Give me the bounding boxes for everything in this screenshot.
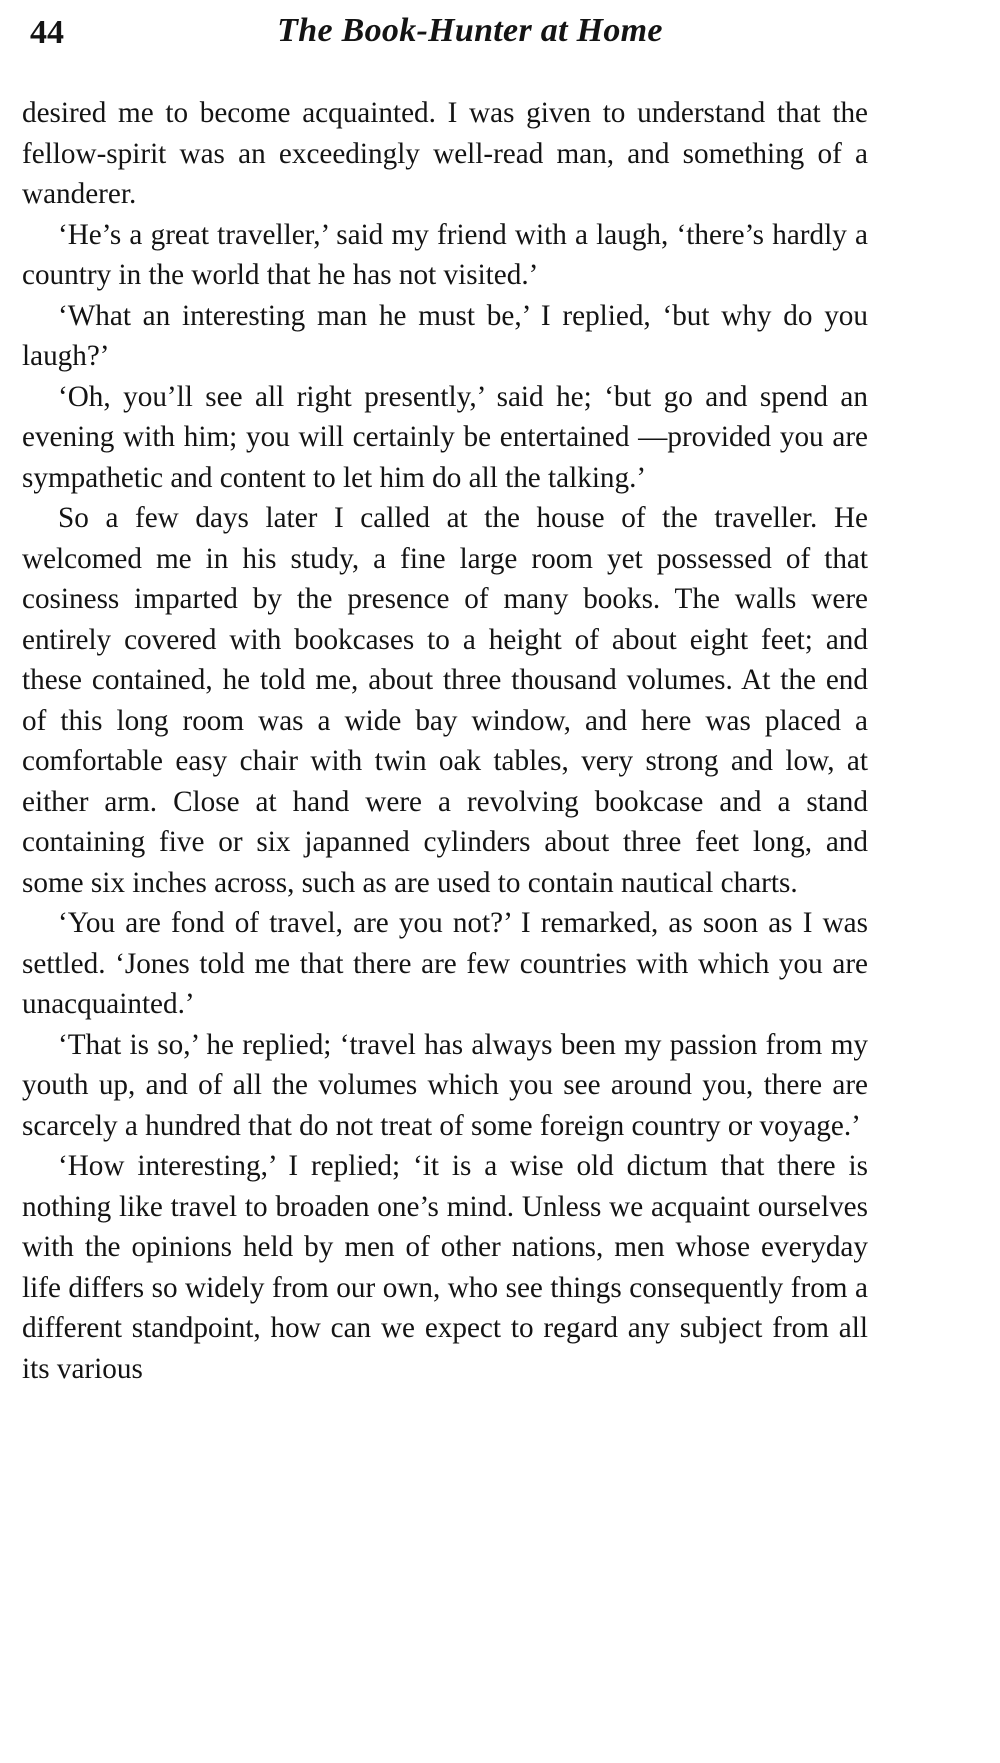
paragraph: ‘Oh, you’ll see all right presently,’ said he; ‘but go and spend an evening with him; you will certainly be entertained —provided you are sympathetic and content to let him do all the talking.’ [22,380,868,494]
paragraph: ‘You are fond of travel, are you not?’ I remarked, as soon as I was settled. ‘Jones told me that there are few countries with which you are unacquainted.’ [22,907,868,1020]
running-title: The Book-Hunter at Home [277,12,663,49]
paragraph: So a few days later I called at the house of the traveller. He welcomed me in his study, a fine large room yet possessed of that cosiness imparted by the presence of many books. The walls were entirely covered with bookcases to a height of about eight feet; and these contained, he told me, about three thousand volumes. At the end of this long room was a wide bay window, and here was placed a comfortable easy chair with twin oak tables, very strong and low, at either arm. Close at hand were a revolving bookcase and a stand containing five or six japanned cylinders about three feet long, and some six inches across, such as are used to contain nautical charts. [22,502,868,899]
paragraph: ‘How interesting,’ I replied; ‘it is a wise old dictum that there is nothing like travel to broaden one’s mind. Unless we acquaint ourselves with the opinions held by men of other nations, men whose everyday life differs so widely from our own, who see things consequently from a different standpoint, how can we expect to regard any subject from all its various [22,1150,868,1385]
page-number: 44 [30,14,64,51]
running-head [30,10,870,62]
paragraph-continued: desired me to become acquainted. I was given to understand that the fellow-spirit was an exceedingly well-read man, and something of a wanderer. [22,97,868,210]
paragraph: ‘He’s a great traveller,’ said my friend with a laugh, ‘there’s hardly a country in the world that he has not visited.’ [22,218,868,291]
paragraph: ‘What an interesting man he must be,’ I replied, ‘but why do you laugh?’ [22,299,868,372]
paragraph: ‘That is so,’ he replied; ‘travel has always been my passion from my youth up, and of all the volumes which you see around you, there are scarcely a hundred that do not treat of some foreign country or voyage.’ [22,1028,868,1142]
body-text [22,93,868,1389]
